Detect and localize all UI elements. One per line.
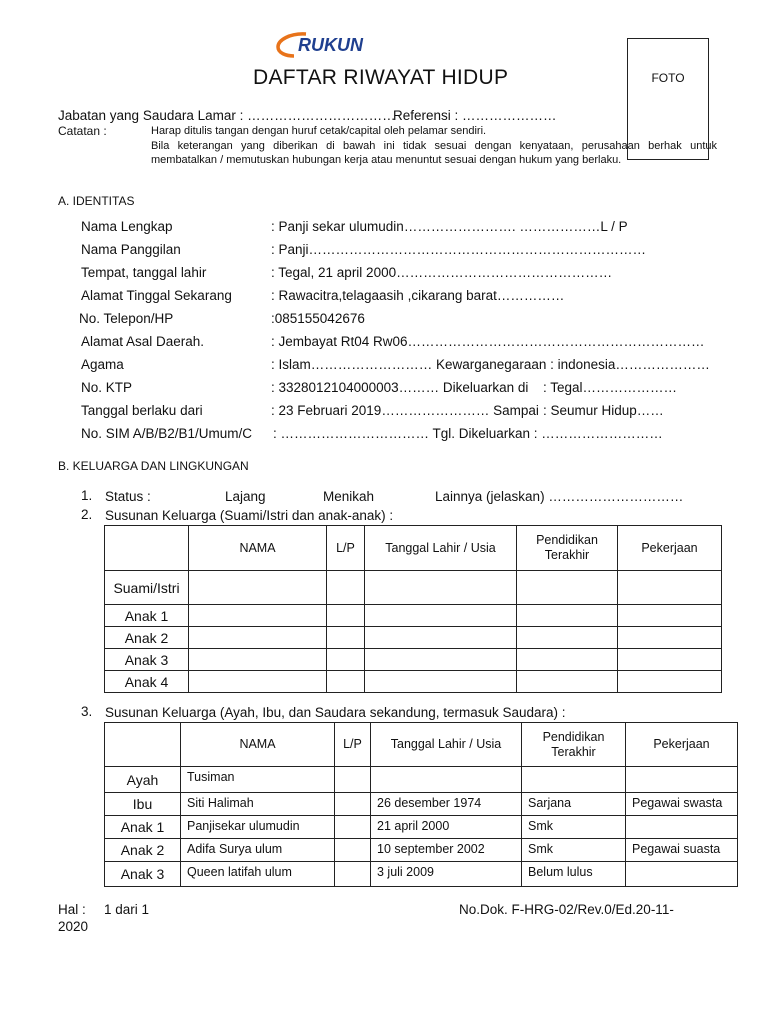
cell-pend: Smk (522, 816, 626, 839)
ttl-value: : Tegal, 21 april 2000………………………………………… (271, 265, 613, 280)
cell-nama (189, 605, 327, 627)
header-lp: L/P (327, 526, 365, 571)
cell-kerja (626, 862, 738, 887)
cell-nama (189, 571, 327, 605)
header-blank-cell (105, 723, 181, 767)
header-nama: NAMA (181, 723, 335, 767)
cell-lp (335, 816, 371, 839)
cell-pend: Belum lulus (522, 862, 626, 887)
section-a-heading: A. IDENTITAS (58, 194, 135, 208)
footer-page-label: Hal : (58, 902, 86, 917)
row-label-anak-2: Anak 2 (105, 627, 189, 649)
cell-nama: Panjisekar ulumudin (181, 816, 335, 839)
nama-panggilan-value: : Panji………………………………………………………………… (271, 242, 647, 257)
cell-pend (517, 605, 618, 627)
status-option-menikah: Menikah (323, 489, 375, 504)
agama-value: : Islam……………………… Kewarganegaraan : indonesia………………… (271, 357, 710, 372)
nama-lengkap-label: Nama Lengkap (81, 219, 173, 234)
asal-value: : Jembayat Rt04 Rw06………………………………………………………… (271, 334, 705, 349)
cell-kerja: Pegawai suasta (626, 839, 738, 862)
footer-doc-number: No.Dok. F-HRG-02/Rev.0/Ed.20-11- (459, 902, 674, 917)
table-row (105, 671, 722, 693)
row-label-anak-1: Anak 1 (105, 816, 181, 839)
cell-nama: Tusiman (181, 767, 335, 793)
cell-nama (189, 671, 327, 693)
nama-panggilan-label: Nama Panggilan (81, 242, 181, 257)
table-header-row (105, 723, 738, 767)
cell-nama (189, 649, 327, 671)
header-pekerjaan: Pekerjaan (626, 723, 738, 767)
row-label-ayah: Ayah (105, 767, 181, 793)
item-3-label: Susunan Keluarga (Ayah, Ibu, dan Saudara sekandung, termasuk Saudara) : (105, 705, 566, 720)
cell-nama: Adifa Surya ulum (181, 839, 335, 862)
table-row (105, 839, 738, 862)
cell-pend: Smk (522, 839, 626, 862)
cell-tgl: 26 desember 1974 (371, 793, 522, 816)
row-label-anak-3: Anak 3 (105, 649, 189, 671)
photo-label: FOTO (651, 71, 685, 85)
cell-kerja (626, 767, 738, 793)
alamat-value: : Rawacitra,telagaasih ,cikarang barat…………… (271, 288, 565, 303)
header-pekerjaan: Pekerjaan (618, 526, 722, 571)
nama-lengkap-value: : Panji sekar ulumudin……………………. ………………L / P (271, 219, 628, 234)
row-label-anak-2: Anak 2 (105, 839, 181, 862)
cell-pend (517, 649, 618, 671)
berlaku-until: : Seumur Hidup…… (543, 403, 664, 418)
cell-tgl (365, 571, 517, 605)
telepon-value: :085155042676 (271, 311, 365, 326)
footer-doc-year: 2020 (58, 919, 89, 934)
jabatan-line: Jabatan yang Saudara Lamar : …………………………… (58, 108, 396, 123)
table-header-row (105, 526, 722, 571)
logo-text: RUKUN (298, 35, 363, 55)
company-logo (276, 32, 390, 58)
ktp-place: : Tegal………………… (543, 380, 678, 395)
cell-nama (189, 627, 327, 649)
header-tanggal-lahir: Tanggal Lahir / Usia (371, 723, 522, 767)
status-label: Status : (105, 489, 151, 504)
catatan-line-2: Bila keterangan yang diberikan di bawah ini tidak sesuai dengan kenyataan, perusahaan berhak untuk membatalkan / memutuskan hubungan kerja atau menuntut sesuai dengan hukum yang berlaku. (151, 139, 717, 166)
cell-pend (517, 571, 618, 605)
header-nama: NAMA (189, 526, 327, 571)
page-title: DAFTAR RIWAYAT HIDUP (253, 66, 509, 89)
cell-kerja (618, 627, 722, 649)
catatan-line-1: Harap ditulis tangan dengan huruf cetak/capital oleh pelamar sendiri. (151, 125, 487, 137)
cell-kerja (618, 649, 722, 671)
cell-kerja (618, 571, 722, 605)
table-row (105, 605, 722, 627)
ttl-label: Tempat, tanggal lahir (81, 265, 207, 280)
ktp-value: : 3328012104000003……… Dikeluarkan di (271, 380, 529, 395)
status-option-lainnya: Lainnya (jelaskan) ………………………… (435, 489, 684, 504)
row-label-anak-4: Anak 4 (105, 671, 189, 693)
agama-label: Agama (81, 357, 124, 372)
cell-tgl (365, 649, 517, 671)
cell-tgl: 10 september 2002 (371, 839, 522, 862)
sim-label: No. SIM A/B/B2/B1/Umum/C (81, 426, 253, 441)
section-b-heading: B. KELUARGA DAN LINGKUNGAN (58, 459, 249, 473)
row-label-ibu: Ibu (105, 793, 181, 816)
cell-lp (335, 862, 371, 887)
cell-tgl: 3 juli 2009 (371, 862, 522, 887)
row-label-anak-1: Anak 1 (105, 605, 189, 627)
table-row (105, 627, 722, 649)
family-table-parents-siblings (104, 722, 738, 887)
cell-nama: Queen latifah ulum (181, 862, 335, 887)
table-row (105, 793, 738, 816)
telepon-label: No. Telepon/HP (79, 311, 174, 326)
alamat-label: Alamat Tinggal Sekarang (81, 288, 232, 303)
ktp-label: No. KTP (81, 380, 133, 395)
cell-kerja: Pegawai swasta (626, 793, 738, 816)
header-pendidikan: Pendidikan Terakhir (522, 723, 626, 767)
cell-lp (335, 793, 371, 816)
row-label-suami-istri: Suami/Istri (105, 571, 189, 605)
cell-kerja (618, 671, 722, 693)
table-row (105, 862, 738, 887)
item-2-number: 2. (81, 507, 93, 522)
cell-pend (517, 671, 618, 693)
table-row (105, 816, 738, 839)
cell-tgl: 21 april 2000 (371, 816, 522, 839)
cell-pend (522, 767, 626, 793)
asal-label: Alamat Asal Daerah. (81, 334, 205, 349)
cell-lp (327, 627, 365, 649)
cell-tgl (365, 627, 517, 649)
header-pendidikan: Pendidikan Terakhir (517, 526, 618, 571)
row-label-anak-3: Anak 3 (105, 862, 181, 887)
cell-tgl (371, 767, 522, 793)
header-tanggal-lahir: Tanggal Lahir / Usia (365, 526, 517, 571)
berlaku-label: Tanggal berlaku dari (81, 403, 203, 418)
cell-nama: Siti Halimah (181, 793, 335, 816)
referensi-line: Referensi : ………………… (393, 108, 557, 123)
catatan-label: Catatan : (58, 124, 107, 138)
item-3-number: 3. (81, 704, 93, 719)
table-row (105, 767, 738, 793)
family-table-spouse-children (104, 525, 722, 693)
header-lp: L/P (335, 723, 371, 767)
item-2-label: Susunan Keluarga (Suami/Istri dan anak-anak) : (105, 508, 394, 523)
cell-pend: Sarjana (522, 793, 626, 816)
table-row (105, 649, 722, 671)
berlaku-value: : 23 Februari 2019…………………… Sampai (271, 403, 539, 418)
cell-lp (327, 649, 365, 671)
cell-lp (327, 605, 365, 627)
cell-kerja (626, 816, 738, 839)
table-row (105, 571, 722, 605)
cell-kerja (618, 605, 722, 627)
item-1-number: 1. (81, 488, 93, 503)
cell-tgl (365, 671, 517, 693)
footer-page-value: 1 dari 1 (104, 902, 150, 917)
cell-lp (335, 767, 371, 793)
header-blank-cell (105, 526, 189, 571)
cell-tgl (365, 605, 517, 627)
catatan-text (151, 124, 717, 168)
status-option-lajang: Lajang (225, 489, 266, 504)
cell-lp (327, 671, 365, 693)
cell-lp (327, 571, 365, 605)
cell-pend (517, 627, 618, 649)
sim-value: : …………………………… Tgl. Dikeluarkan : ……………………… (273, 426, 663, 441)
cell-lp (335, 839, 371, 862)
